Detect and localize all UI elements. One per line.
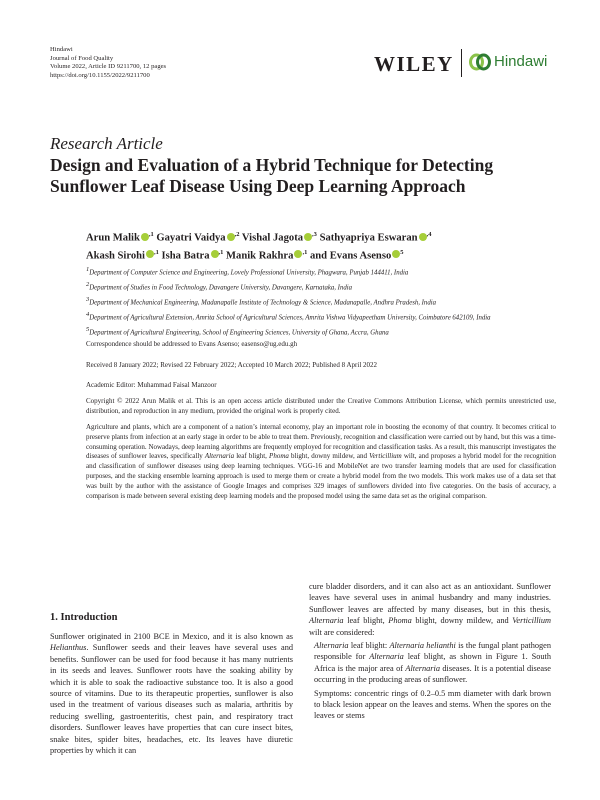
paper-title: Design and Evaluation of a Hybrid Technique for Detecting Sunflower Leaf Disease Using Deep Learning Approach: [50, 155, 494, 196]
affiliation-text: Department of Agricultural Extension, Amrita School of Agricultural Sciences, Amrita Vishwa Vidyapeetham University, Coimbatore 642109, India: [89, 314, 491, 322]
abstract-term: Verticillium: [369, 452, 402, 461]
body-text: is the fungal plant pathogen responsible for: [314, 641, 551, 662]
affiliation-text: Department of Agricultural Engineering, School of Engineering Sciences, University of Ghana, Accra, Ghana: [89, 329, 389, 337]
abstract-text: wilt, and proposes a hybrid model for the recognition and classification of sunflower diseases using deep learning techniques. VGG-16 and MobileNet are two transfer learning models that are used for classification purposes, and the stacking ensemble learning approach is used to merge them or create a hybrid model from the two models. This work makes use of a data set that was built by the author with the assistance of Google Images and comprises 329 images of sunflowers divided into five categories. On the basis of accuracy, a comparison is made between several existing deep learning models and the proposed model using the same data set as the original comparison.: [86, 452, 557, 500]
author-affil: ,3: [312, 231, 317, 238]
author-name[interactable]: Vishal Jagota: [241, 232, 304, 244]
affiliation: [86, 265, 566, 278]
body-column-left: [50, 631, 293, 756]
affiliation-text: Department of Studies in Food Technology, Davangere University, Davangere, Karnataka, India: [89, 284, 353, 292]
affiliation-number: 4: [86, 310, 90, 318]
orcid-icon[interactable]: [211, 250, 219, 258]
body-text: leaf blight:: [348, 641, 390, 651]
abstract-text: blight, downy mildew, and: [288, 452, 370, 461]
journal-name: Journal of Food Quality: [50, 54, 114, 62]
orcid-icon[interactable]: [146, 250, 154, 258]
orcid-icon[interactable]: [141, 233, 149, 241]
symptoms-item: Symptoms: concentric rings of 0.2–0.5 mm diameter with dark brown to black lesion appear on the leaves and stems. When the spores on the leaves or stems: [314, 688, 551, 721]
abstract-text: leaf blight,: [234, 452, 270, 461]
author-name[interactable]: Akash Sirohi: [86, 250, 145, 262]
body-term: Alternaria: [369, 652, 404, 662]
article-type: Research Article: [50, 134, 163, 153]
affiliations: [86, 265, 566, 340]
body-column-right: [309, 581, 551, 722]
author-affil: ,2: [234, 231, 240, 238]
academic-editor: Academic Editor: Muhammad Faisal Manzoor: [86, 381, 217, 389]
affiliation-number: 2: [86, 280, 90, 288]
author-name[interactable]: Manik Rakhra: [226, 250, 294, 262]
author-affil: ,1: [148, 231, 154, 238]
affiliation: [86, 310, 566, 323]
author-name[interactable]: Sathyapriya Eswaran: [319, 232, 418, 244]
logo-divider: [461, 49, 462, 77]
affiliation: [86, 280, 566, 293]
author-affil: ,1: [302, 248, 308, 256]
author-conjunction: and: [309, 250, 328, 262]
body-text: leaf blight, as shown in Figure 1. South Africa is the major area of: [314, 652, 551, 673]
copyright-notice: Copyright © 2022 Arun Malik et al. This is an open access article distributed under the Creative Commons Attribution License, which permits unrestricted use, distribution, and reproduction in any medium, provided the original work is properly cited.: [86, 397, 556, 415]
affiliation-number: 5: [86, 325, 90, 333]
orcid-icon[interactable]: [227, 233, 235, 241]
body-term: Alternaria helianthi: [389, 641, 456, 651]
orcid-icon[interactable]: [304, 233, 312, 241]
abstract: [86, 423, 556, 501]
wiley-logo: WILEY: [374, 52, 454, 76]
paragraph: [309, 581, 551, 638]
affiliation: [86, 295, 566, 308]
body-term: Verticillium: [512, 616, 551, 626]
body-term: Phoma: [388, 616, 412, 626]
body-text: diseases. It is a potential disease occurring in the producing areas of sunflower.: [314, 663, 551, 685]
affiliation-number: 3: [86, 295, 90, 303]
publisher-name: Hindawi: [50, 46, 73, 53]
author-affil: ,1: [218, 248, 224, 256]
affiliation: [86, 325, 566, 338]
affiliation-text: Department of Computer Science and Engineering, Lovely Professional University, Phagwara, Punjab 144411, India: [89, 269, 409, 277]
abstract-text: Agriculture and plants, which are a component of a nation’s internal economy, play an important role in boosting the economy of that country. It becomes critical to preserve plants from infection at an early stage in order to be able to treat them. Previously, recognition and classification were carried out by hand, but this was a time-consuming operation. Nowadays, deep learning algorithms are frequently employed for recognition and classification tasks. As a result, this manuscript investigates the diseases of sunflower leaves, specifically: [86, 423, 556, 461]
body-text: wilt are considered:: [309, 627, 375, 637]
affiliation-number: 1: [86, 266, 90, 273]
publication-dates: Received 8 January 2022; Revised 22 February 2022; Accepted 10 March 2022; Published 8 April 2022: [86, 361, 378, 369]
author-affil: ,1: [153, 248, 159, 256]
body-text: . Sunflower seeds and their leaves have several uses and benefits. Sunflower can be used for food because it has many nutrients in its seeds and leaves. Sunflower roots have the soaking ability by which it is able to soak the radioactive substance too. It is also a good source of vitamins. Due to its therapeutic properties, sunflower is also used in the treatment of various diseases such as malaria, arthritis by reducing swelling, gastroenteritis, chest pain, and respiratory tract disorders. Sunflower leaves have properties that can cure insect bites, snake bites, spider bites, headaches, etc. Its leaves have diuretic properties by which it can: [50, 643, 293, 756]
body-term: Alternaria: [405, 663, 440, 673]
hindawi-logo-text: Hindawi: [494, 53, 548, 70]
author-affil: ,4: [426, 231, 432, 238]
body-text: cure bladder disorders, and it can also act as an antioxidant. Sunflower leaves have several uses in animal husbandry and many industries. Sunflower leaves are affected by many diseases, but in this thesis,: [309, 582, 551, 614]
author-name[interactable]: Isha Batra: [161, 250, 210, 262]
abstract-term: Phoma: [269, 452, 289, 461]
author-list: [86, 228, 566, 263]
author-name[interactable]: Gayatri Vaidya: [156, 232, 226, 244]
disease-item: [314, 640, 551, 686]
body-text: blight, downy mildew, and: [411, 616, 513, 626]
hindawi-logo-icon: [469, 52, 491, 72]
author-name[interactable]: Evans Asenso: [329, 250, 392, 262]
body-text: Sunflower originated in 2100 BCE in Mexico, and it is also known as: [50, 632, 293, 641]
orcid-icon[interactable]: [419, 233, 427, 241]
journal-meta: [50, 46, 166, 80]
section-heading: 1. Introduction: [50, 612, 118, 623]
body-term: Helianthus: [50, 643, 87, 653]
volume-line: Volume 2022, Article ID 9211700, 12 pages: [50, 63, 167, 71]
doi-link[interactable]: https://doi.org/10.1155/2022/9211700: [50, 71, 150, 79]
abstract-term: Alternaria: [204, 452, 235, 461]
body-term: Alternaria: [309, 616, 344, 626]
author-name[interactable]: Arun Malik: [86, 232, 140, 244]
author-affil: 5: [400, 248, 404, 256]
body-text: leaf blight,: [343, 616, 389, 626]
affiliation-text: Department of Mechanical Engineering, Madanapalle Institute of Technology & Science, Madanapalle, Andhra Pradesh, India: [89, 299, 437, 307]
correspondence: Correspondence should be addressed to Evans Asenso; easenso@ug.edu.gh: [86, 340, 298, 348]
body-term: Alternaria: [314, 641, 349, 651]
